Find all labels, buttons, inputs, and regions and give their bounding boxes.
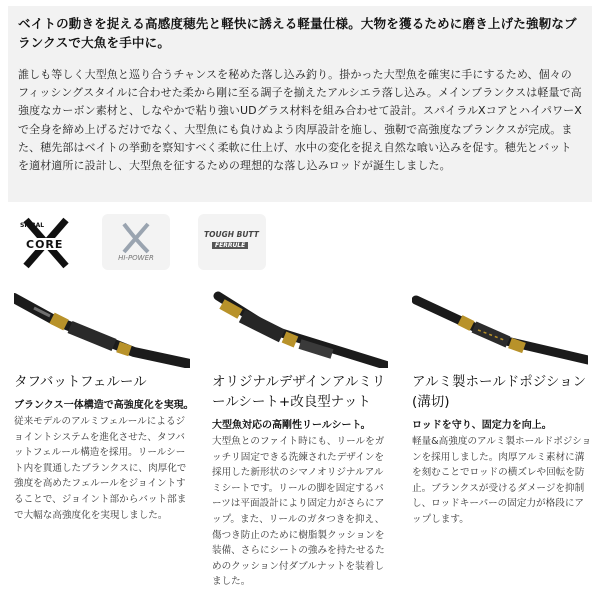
spiral-label: SPIRAL	[20, 222, 45, 229]
feature-title: タフバットフェルール	[14, 374, 147, 390]
feature-hold-position	[412, 290, 592, 528]
feature-tough-butt-ferrule	[14, 290, 194, 523]
feature-aluminium-reel-seat	[212, 290, 392, 590]
reel-seat-photo	[212, 290, 388, 368]
technology-logos	[0, 214, 600, 274]
core-label: CORE	[26, 238, 64, 251]
feature-description: 軽量&高強度のアルミ製ホールドポジションを採用しました。肉厚アルミ素材に溝を刻むことでロッドの横ズレや回転を防止。ブランクスが受けるダメージを抑制し、ロッドキーパーの固定力が格段にアップします。	[412, 436, 592, 525]
hi-power-label: HI-POWER	[118, 254, 154, 262]
ferrule-label: FERRULE	[212, 242, 248, 249]
headline: ベイトの動きを捉える高感度穂先と軽快に誘える軽量仕様。大物を獲るために磨き上げた強靭なブランクスで大魚を手中に。	[18, 16, 577, 50]
feature-subtitle: ロッドを守り、固定力を向上。	[412, 420, 552, 431]
feature-description: 大型魚とのファイト時にも、リールをガッチリ固定できる洗練されたデザインを採用した新形状のシマノオリジナルアルミシートです。リールの脚を固定するパーツは平面設計により固定力がさらにアップ。また、リールのガタつきを抑え、傷つき防止のために樹脂製クッションを装備、さらにシートの強みを持たせるためのクッション付ダブルナットを装着しました。	[212, 436, 385, 588]
intro-panel	[8, 6, 592, 202]
spiral-x-core-logo	[12, 214, 80, 270]
tough-butt-ferrule-photo	[14, 290, 190, 368]
feature-title: アルミ製ホールドポジション(溝切)	[412, 374, 587, 410]
hold-position-photo	[412, 290, 588, 368]
feature-subtitle: 大型魚対応の高剛性リールシート。	[212, 420, 371, 431]
intro-text: 誰しも等しく大型魚と巡り合うチャンスを秘めた落し込み釣り。掛かった大型魚を確実に手にするため、個々のフィッシングスタイルに合わせた柔から剛に至る調子を揃えたアルシエラ落し込み。メインブランクスは軽量で高強度なカーボン素材と、しなやかで粘り強いUDグラス材料を組み合わせて設計。スパイラルXコアとハイパワーXで全身を締め上げるだけでなく、大型魚にも負けぬよう肉厚設計を施し、強靭で高強度なブランクスが完成。また、穂先部はベイトの挙動を察知すべく柔軟に仕上げ、水中の変化を捉え自然な喰い込みを促す。穂先とバットを適材適所に設計し、大型魚を征するための理想的な落し込みロッドが誕生しました。	[18, 68, 582, 173]
tough-butt-ferrule-logo	[198, 214, 266, 270]
feature-title: オリジナルデザインアルミリールシート+改良型ナット	[212, 374, 386, 410]
hi-power-x-logo	[102, 214, 170, 270]
feature-description: 従来モデルのアルミフェルールによるジョイントシステムを進化させた、タフバットフェルール構造を採用。リールシート内を貫通したブランクスに、肉厚化で強度を高めたフェルールをジョイントすることで、ジョイント部からバット部まで大幅な高強度化を実現しました。	[14, 416, 187, 521]
feature-subtitle: ブランクス一体構造で高強度化を実現。	[14, 400, 194, 411]
tough-butt-label: TOUGH BUTT	[204, 230, 259, 239]
